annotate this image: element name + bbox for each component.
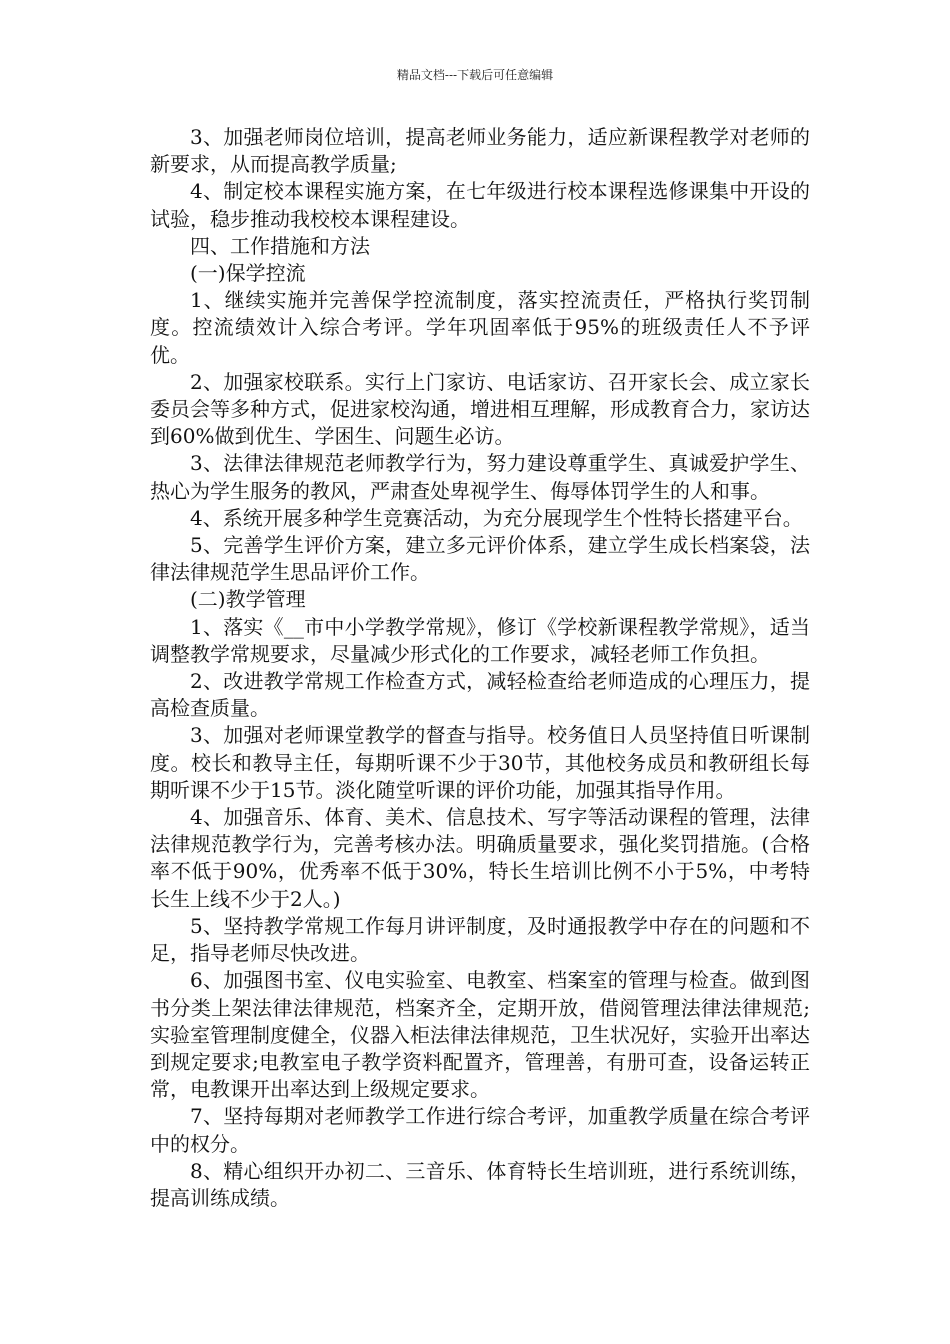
page-header: 精品文档---下载后可任意编辑 bbox=[396, 68, 554, 82]
paragraph: 1、落实《__市中小学教学常规》，修订《学校新课程教学常规》，适当调整教学常规要求，尽量减少形式化的工作要求，减轻老师工作负担。 bbox=[150, 614, 810, 666]
subsection-heading: (一)保学控流 bbox=[190, 261, 306, 286]
paragraph: 2、改进教学常规工作检查方式，减轻检查给老师造成的心理压力，提高检查质量。 bbox=[150, 669, 810, 721]
paragraph: 2、加强家校联系。实行上门家访、电话家访、召开家长会、成立家长委员会等多种方式，促进家校沟通，增进相互理解，形成教育合力，家访达到60%做到优生、学困生、问题生必访。 bbox=[150, 369, 810, 449]
paragraph: 4、制定校本课程实施方案，在七年级进行校本课程选修课集中开设的试验，稳步推动我校校本课程建设。 bbox=[150, 179, 810, 231]
paragraph: 3、加强对老师课堂教学的督查与指导。校务值日人员坚持值日听课制度。校长和教导主任，每期听课不少于30节，其他校务成员和教研组长每期听课不少于15节。淡化随堂听课的评价功能，加强其指导作用。 bbox=[150, 723, 810, 802]
paragraph: 3、法律法律规范老师教学行为，努力建设尊重学生、真诚爱护学生、热心为学生服务的教风，严肃查处卑视学生、侮辱体罚学生的人和事。 bbox=[150, 451, 810, 503]
paragraph: 6、加强图书室、仪电实验室、电教室、档案室的管理与检查。做到图书分类上架法律法律规范，档案齐全，定期开放，借阅管理法律法律规范;实验室管理制度健全，仪器入柜法律法律规范，卫生状况好，实验开出率达到规定要求;电教室电子教学资料配置齐，管理善，有册可查，设备运转正常，电教课开出率达到上级规定要求。 bbox=[150, 968, 810, 1102]
paragraph: 3、加强老师岗位培训，提高老师业务能力，适应新课程教学对老师的新要求，从而提高教学质量; bbox=[150, 125, 810, 177]
paragraph: 7、坚持每期对老师教学工作进行综合考评，加重教学质量在综合考评中的权分。 bbox=[150, 1104, 810, 1156]
paragraph: 8、精心组织开办初二、三音乐、体育特长生培训班，进行系统训练，提高训练成绩。 bbox=[150, 1158, 810, 1210]
section-heading: 四、工作措施和方法 bbox=[190, 233, 370, 258]
paragraph: 4、系统开展多种学生竞赛活动，为充分展现学生个性特长搭建平台。 bbox=[190, 505, 803, 530]
paragraph: 5、完善学生评价方案，建立多元评价体系，建立学生成长档案袋，法律法律规范学生思品评价工作。 bbox=[150, 533, 810, 585]
paragraph: 5、坚持教学常规工作每月讲评制度，及时通报教学中存在的问题和不足，指导老师尽快改进。 bbox=[150, 913, 810, 966]
paragraph: 4、加强音乐、体育、美术、信息技术、写字等活动课程的管理，法律法律规范教学行为，完善考核办法。明确质量要求，强化奖罚措施。(合格率不低于90%，优秀率不低于30%，特长生培训比例不小于5%，中考特长生上线不少于2人。) bbox=[150, 805, 810, 911]
subsection-heading: (二)教学管理 bbox=[190, 587, 306, 612]
paragraph: 1、继续实施并完善保学控流制度，落实控流责任，严格执行奖罚制度。控流绩效计入综合考评。学年巩固率低于95%的班级责任人不予评优。 bbox=[150, 288, 810, 367]
document-body bbox=[150, 124, 810, 1212]
